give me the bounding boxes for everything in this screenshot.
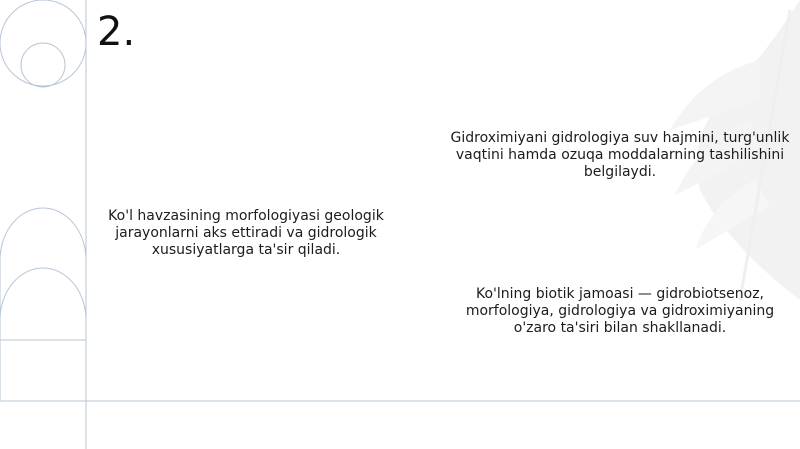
paragraph-biotic-community: Ko'lning biotik jamoasi — gidrobiotsenoz, morfologiya, gidrologiya va gidroximiyaning o'zaro ta'siri bilan shakllanadi. (465, 286, 775, 336)
paragraph-morphology: Ko'l havzasining morfologiyasi geologik jarayonlarni aks ettiradi va gidrologik xususiyatlarga ta'sir qiladi. (108, 208, 384, 258)
arch-outline-upper (0, 208, 86, 401)
arch-outline-lower (0, 268, 86, 320)
small-circle-outline (21, 43, 65, 87)
slide-number: 2. (97, 9, 136, 55)
paragraph-hydrochemistry: Gidroximiyani gidrologiya suv hajmini, turg'unlik vaqtini hamda ozuqa moddalarning tashilishini belgilaydi. (450, 130, 790, 180)
